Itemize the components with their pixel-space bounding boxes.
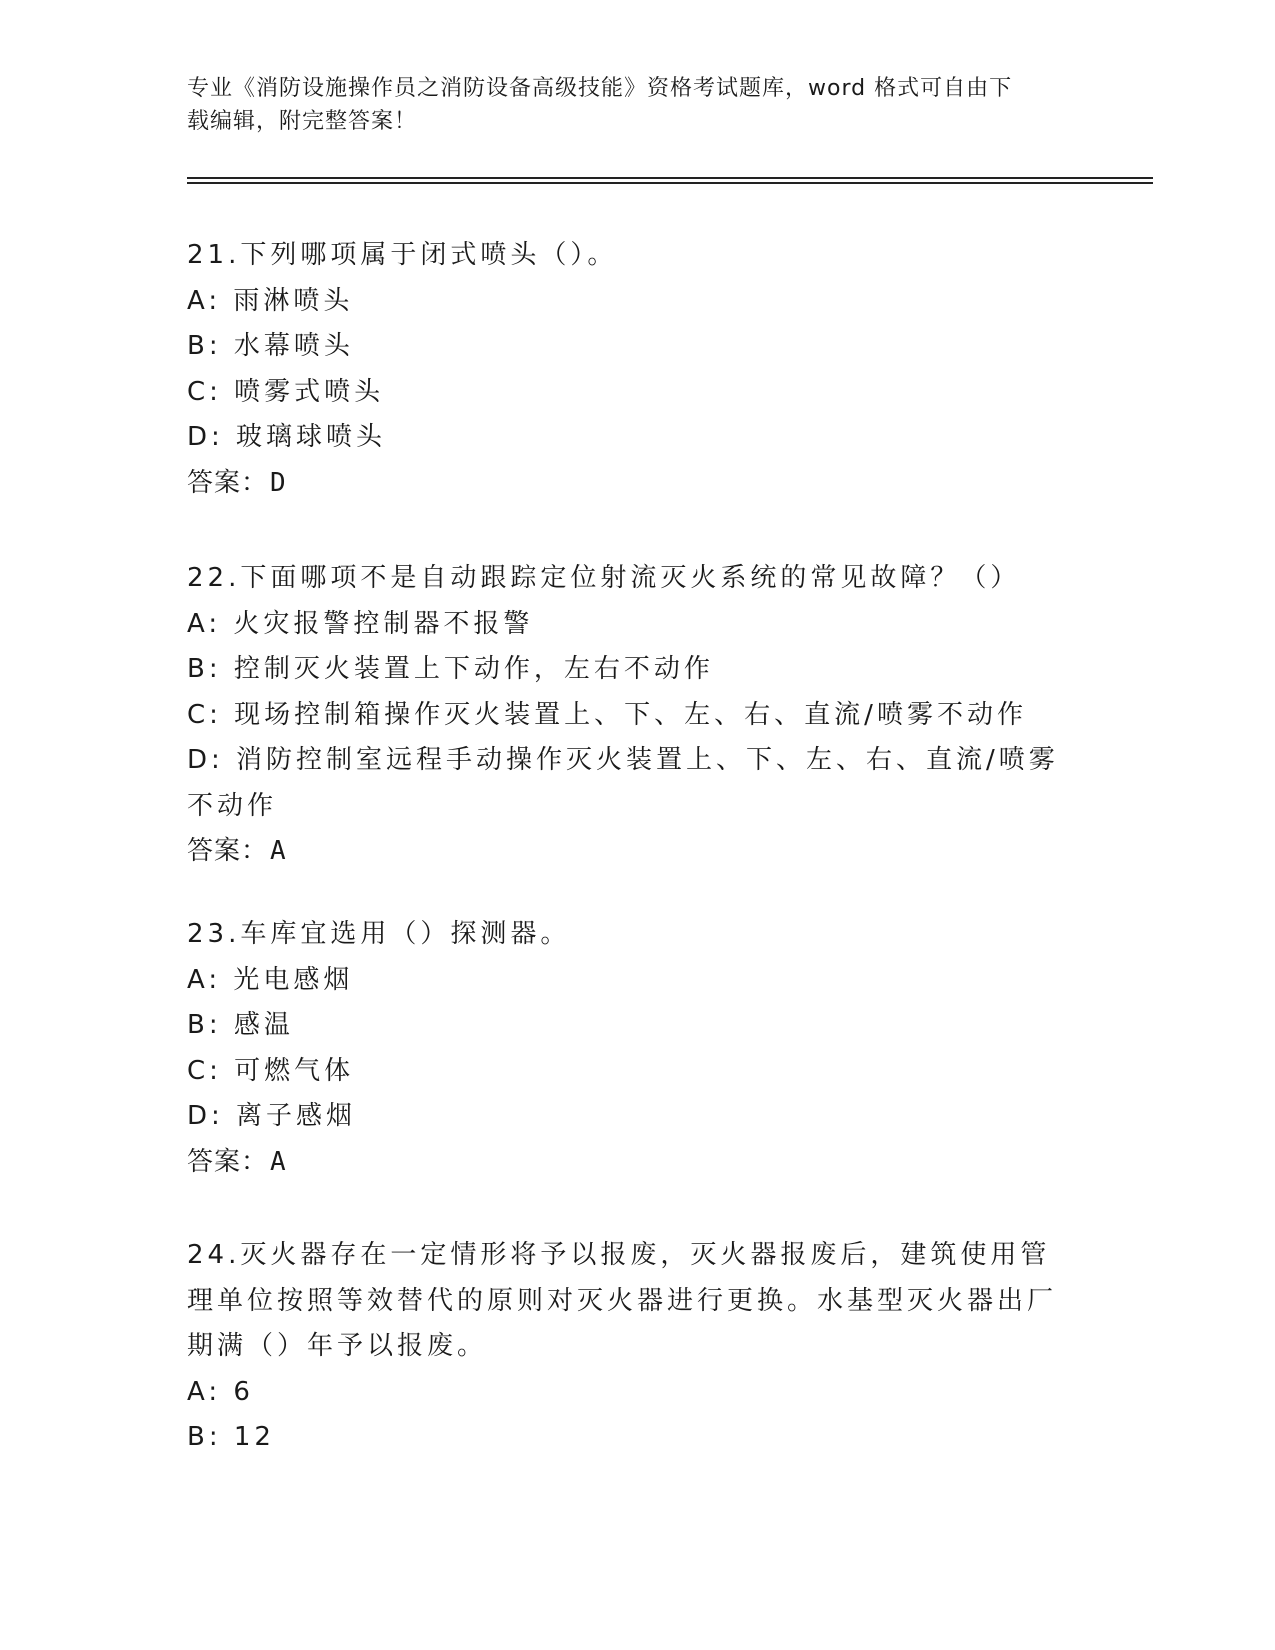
document-header — [187, 72, 1067, 138]
option-d: D: 离子感烟 — [187, 1101, 357, 1131]
answer-value: D — [270, 467, 287, 498]
answer — [187, 829, 1087, 875]
question-22 — [187, 556, 1087, 875]
option-b: B: 控制灭火装置上下动作，左右不动作 — [187, 654, 714, 684]
question-stem: 23.车库宜选用（）探测器。 — [187, 919, 571, 949]
answer-value: A — [270, 836, 287, 866]
option-c: C: 喷雾式喷头 — [187, 376, 385, 407]
option-d: D: 消防控制室远程手动操作灭火装置上、下、左、右、直流/喷雾不动作 — [187, 745, 1059, 821]
answer — [187, 1140, 1087, 1186]
option-b: B: 水幕喷头 — [187, 331, 354, 361]
header-divider-top — [187, 177, 1153, 179]
question-24 — [187, 1233, 1087, 1461]
option-a: A: 6 — [187, 1376, 254, 1407]
option-d: D: 玻璃球喷头 — [187, 422, 387, 452]
question-stem: 24.灭火器存在一定情形将予以报废，灭火器报废后，建筑使用管理单位按照等效替代的原则对灭火器进行更换。水基型灭火器出厂期满（）年予以报废。 — [187, 1240, 1058, 1361]
header-divider-bottom — [187, 182, 1153, 184]
option-a: A: 雨淋喷头 — [187, 285, 354, 316]
answer-value: A — [270, 1146, 287, 1177]
question-21 — [187, 233, 1087, 506]
question-23 — [187, 912, 1087, 1185]
option-b: B: 12 — [187, 1422, 275, 1452]
question-stem: 21.下列哪项属于闭式喷头（）。 — [187, 240, 618, 270]
option-a: A: 光电感烟 — [187, 964, 354, 995]
header-intro-line-1: 专业《消防设施操作员之消防设备高级技能》资格考试题库，word 格式可自由下 — [187, 76, 1013, 101]
header-intro-line-2: 载编辑，附完整答案！ — [187, 109, 418, 134]
answer-label: 答案： — [187, 467, 269, 498]
answer — [187, 461, 1087, 507]
answer-label: 答案： — [187, 836, 269, 866]
option-a: A: 火灾报警控制器不报警 — [187, 608, 534, 639]
option-c: C: 可燃气体 — [187, 1055, 355, 1086]
question-stem: 22.下面哪项不是自动跟踪定位射流灭火系统的常见故障？（） — [187, 563, 1021, 593]
option-b: B: 感温 — [187, 1010, 294, 1040]
answer-label: 答案： — [187, 1146, 269, 1177]
option-c: C: 现场控制箱操作灭火装置上、下、左、右、直流/喷雾不动作 — [187, 699, 1027, 730]
